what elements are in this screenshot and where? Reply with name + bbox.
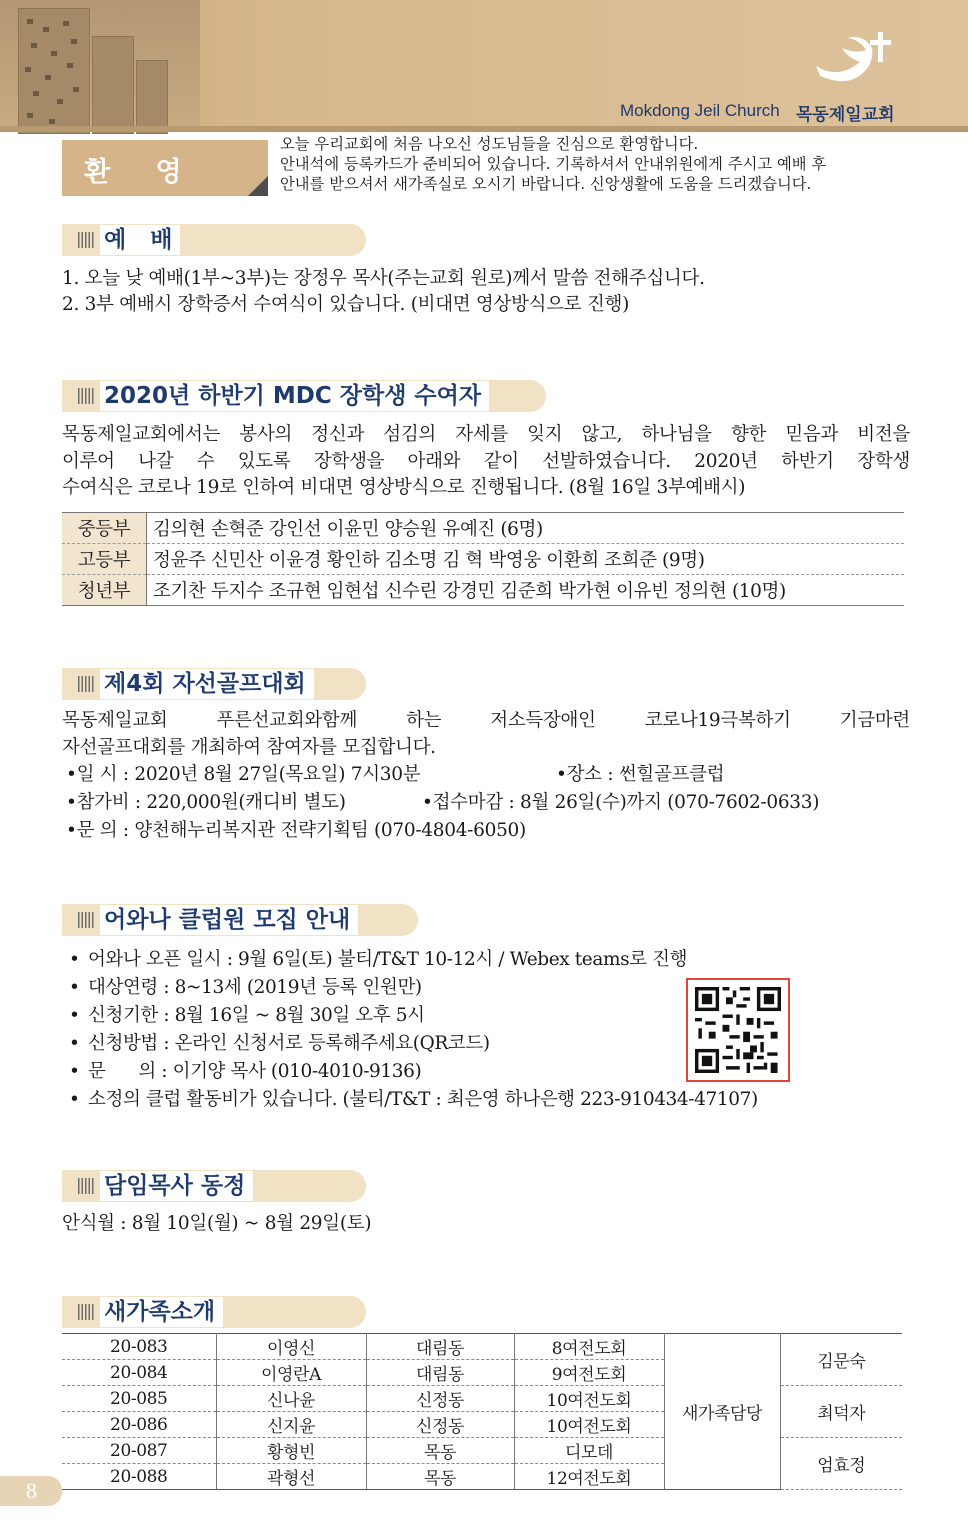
- list-item: • 문 의 : 이기양 목사 (010-4010-9136): [62, 1058, 758, 1086]
- pastor-line: 안식월 : 8월 10일(월) ~ 8월 29일(토): [62, 1213, 372, 1234]
- scholarship-table: [62, 512, 904, 606]
- bars-icon: [78, 232, 94, 248]
- golf-line: 목동제일교회 푸른선교회와함께 하는 저소득장애인 코로나19극복하기 기금마련: [62, 710, 910, 731]
- area-cell: 대림동: [366, 1334, 514, 1360]
- names-cell: 조기찬 두지수 조규현 임현섭 신수린 강경민 김준희 박가현 이유빈 정의현 (10명): [147, 575, 905, 606]
- welcome-line: 안내를 받으셔서 새가족실로 오시기 바랍니다. 신앙생활에 도움을 드리겠습니다.: [280, 175, 812, 193]
- golf-text: [62, 708, 910, 761]
- table-row: [62, 544, 904, 575]
- section-title-label: 예 배: [100, 225, 180, 255]
- group-cell: 9여전도회: [514, 1360, 664, 1386]
- list-item: • 신청방법 : 온라인 신청서로 등록해주세요(QR코드): [62, 1030, 758, 1058]
- section-title-scholarship: [62, 380, 546, 412]
- name-cell: 신지윤: [216, 1412, 366, 1438]
- group-cell: 12여전도회: [514, 1464, 664, 1490]
- church-name-ko: 목동제일교회: [796, 105, 895, 125]
- page-number: 8: [26, 1478, 37, 1503]
- bars-icon: [78, 388, 94, 404]
- section-title-awana: [62, 904, 418, 936]
- group-cell: 디모데: [514, 1438, 664, 1464]
- welcome-corner-mark: [248, 176, 268, 196]
- qr-code[interactable]: [686, 978, 790, 1082]
- golf-line: 자선골프대회를 개최하여 참여자를 모집합니다.: [62, 736, 436, 758]
- qr-code-icon: [695, 987, 781, 1073]
- no-cell: 20-084: [62, 1360, 216, 1386]
- area-cell: 대림동: [366, 1360, 514, 1386]
- golf-item-venue: •장소 : 썬힐골프클럽: [556, 764, 725, 785]
- group-cell: 10여전도회: [514, 1412, 664, 1438]
- scholarship-text: [62, 422, 910, 502]
- section-title-label: 담임목사 동정: [100, 1171, 253, 1201]
- name-cell: 이영신: [216, 1334, 366, 1360]
- section-title-label: 2020년 하반기 MDC 장학생 수여자: [100, 381, 489, 411]
- welcome-label-box: [62, 140, 268, 196]
- no-cell: 20-088: [62, 1464, 216, 1490]
- golf-item-fee: •참가비 : 220,000원(캐디비 별도): [66, 792, 346, 813]
- section-title-pastor: [62, 1170, 366, 1202]
- role-cell: 새가족담당: [664, 1334, 780, 1490]
- welcome-line: 오늘 우리교회에 처음 나오신 성도님들을 진심으로 환영합니다.: [280, 135, 699, 153]
- table-row: [62, 575, 904, 606]
- section-title-label: 새가족소개: [100, 1297, 223, 1327]
- dept-cell: 중등부: [62, 513, 147, 544]
- area-cell: 신정동: [366, 1386, 514, 1412]
- scholarship-line: 목동제일교회에서는 봉사의 정신과 섬김의 자세를 잊지 않고, 하나님을 향한 믿음과 비전을: [62, 424, 910, 445]
- awana-list: [62, 946, 758, 1114]
- church-logo-icon: [808, 18, 898, 98]
- welcome-text: [280, 134, 910, 194]
- name-cell: 신나윤: [216, 1386, 366, 1412]
- bars-icon: [78, 912, 94, 928]
- church-building-photo: [0, 0, 200, 132]
- table-row: [62, 1334, 902, 1360]
- dept-cell: 청년부: [62, 575, 147, 606]
- manager-cell: 엄효정: [780, 1438, 902, 1490]
- group-cell: 10여전도회: [514, 1386, 664, 1412]
- names-cell: 김의현 손혁준 강인선 이윤민 양승원 유예진 (6명): [147, 513, 905, 544]
- welcome-line: 안내석에 등록카드가 준비되어 있습니다. 기록하셔서 안내위원에게 주시고 예배 후: [280, 155, 827, 173]
- section-title-label: 어와나 클럽원 모집 안내: [100, 905, 358, 935]
- manager-cell: 김문숙: [780, 1334, 902, 1386]
- list-item: • 소정의 클럽 활동비가 있습니다. (불티/T&T : 최은영 하나은행 223-910434-47107): [62, 1086, 758, 1114]
- section-title-newfamily: [62, 1296, 366, 1328]
- golf-item-date: •일 시 : 2020년 8월 27일(목요일) 7시30분: [66, 764, 421, 785]
- header-rule: [0, 126, 968, 132]
- no-cell: 20-085: [62, 1386, 216, 1412]
- section-title-label: 제4회 자선골프대회: [100, 669, 314, 699]
- name-cell: 이영란A: [216, 1360, 366, 1386]
- church-name-en: Mokdong Jeil Church: [620, 101, 780, 120]
- list-item: • 신청기한 : 8월 16일 ~ 8월 30일 오후 5시: [62, 1002, 758, 1030]
- scholarship-line: 이루어 나갈 수 있도록 장학생을 아래와 같이 선발하였습니다. 2020년 하반기 장학생: [62, 450, 910, 472]
- worship-line: 2. 3부 예배시 장학증서 수여식이 있습니다. (비대면 영상방식으로 진행): [62, 294, 630, 315]
- area-cell: 목동: [366, 1464, 514, 1490]
- manager-cell: 최덕자: [780, 1386, 902, 1438]
- no-cell: 20-083: [62, 1334, 216, 1360]
- page-number-tab: [0, 1476, 62, 1506]
- area-cell: 목동: [366, 1438, 514, 1464]
- list-item: • 대상연령 : 8~13세 (2019년 등록 인원만): [62, 974, 758, 1002]
- table-row: [62, 513, 904, 544]
- worship-line: 1. 오늘 낮 예배(1부~3부)는 장정우 목사(주는교회 원로)께서 말씀 전해주십니다.: [62, 268, 705, 289]
- name-cell: 황형빈: [216, 1438, 366, 1464]
- no-cell: 20-087: [62, 1438, 216, 1464]
- bars-icon: [78, 676, 94, 692]
- section-title-worship: [62, 224, 366, 256]
- golf-item-deadline: •접수마감 : 8월 26일(수)까지 (070-7602-0633): [422, 792, 820, 813]
- list-item: • 어와나 오픈 일시 : 9월 6일(토) 불티/T&T 10-12시 / Webex teams로 진행: [62, 946, 758, 974]
- section-title-golf: [62, 668, 366, 700]
- bars-icon: [78, 1304, 94, 1320]
- scholarship-line: 수여식은 코로나 19로 인하여 비대면 영상방식으로 진행됩니다. (8월 16일 3부예배시): [62, 477, 746, 498]
- name-cell: 곽형선: [216, 1464, 366, 1490]
- area-cell: 신정동: [366, 1412, 514, 1438]
- bars-icon: [78, 1178, 94, 1194]
- new-family-table: [62, 1333, 902, 1490]
- names-cell: 정윤주 신민산 이윤경 황인하 김소명 김 혁 박영웅 이환희 조희준 (9명): [147, 544, 905, 575]
- no-cell: 20-086: [62, 1412, 216, 1438]
- golf-item-contact: •문 의 : 양천해누리복지관 전략기획팀 (070-4804-6050): [66, 820, 526, 841]
- group-cell: 8여전도회: [514, 1334, 664, 1360]
- dept-cell: 고등부: [62, 544, 147, 575]
- welcome-label: 환 영: [84, 157, 200, 188]
